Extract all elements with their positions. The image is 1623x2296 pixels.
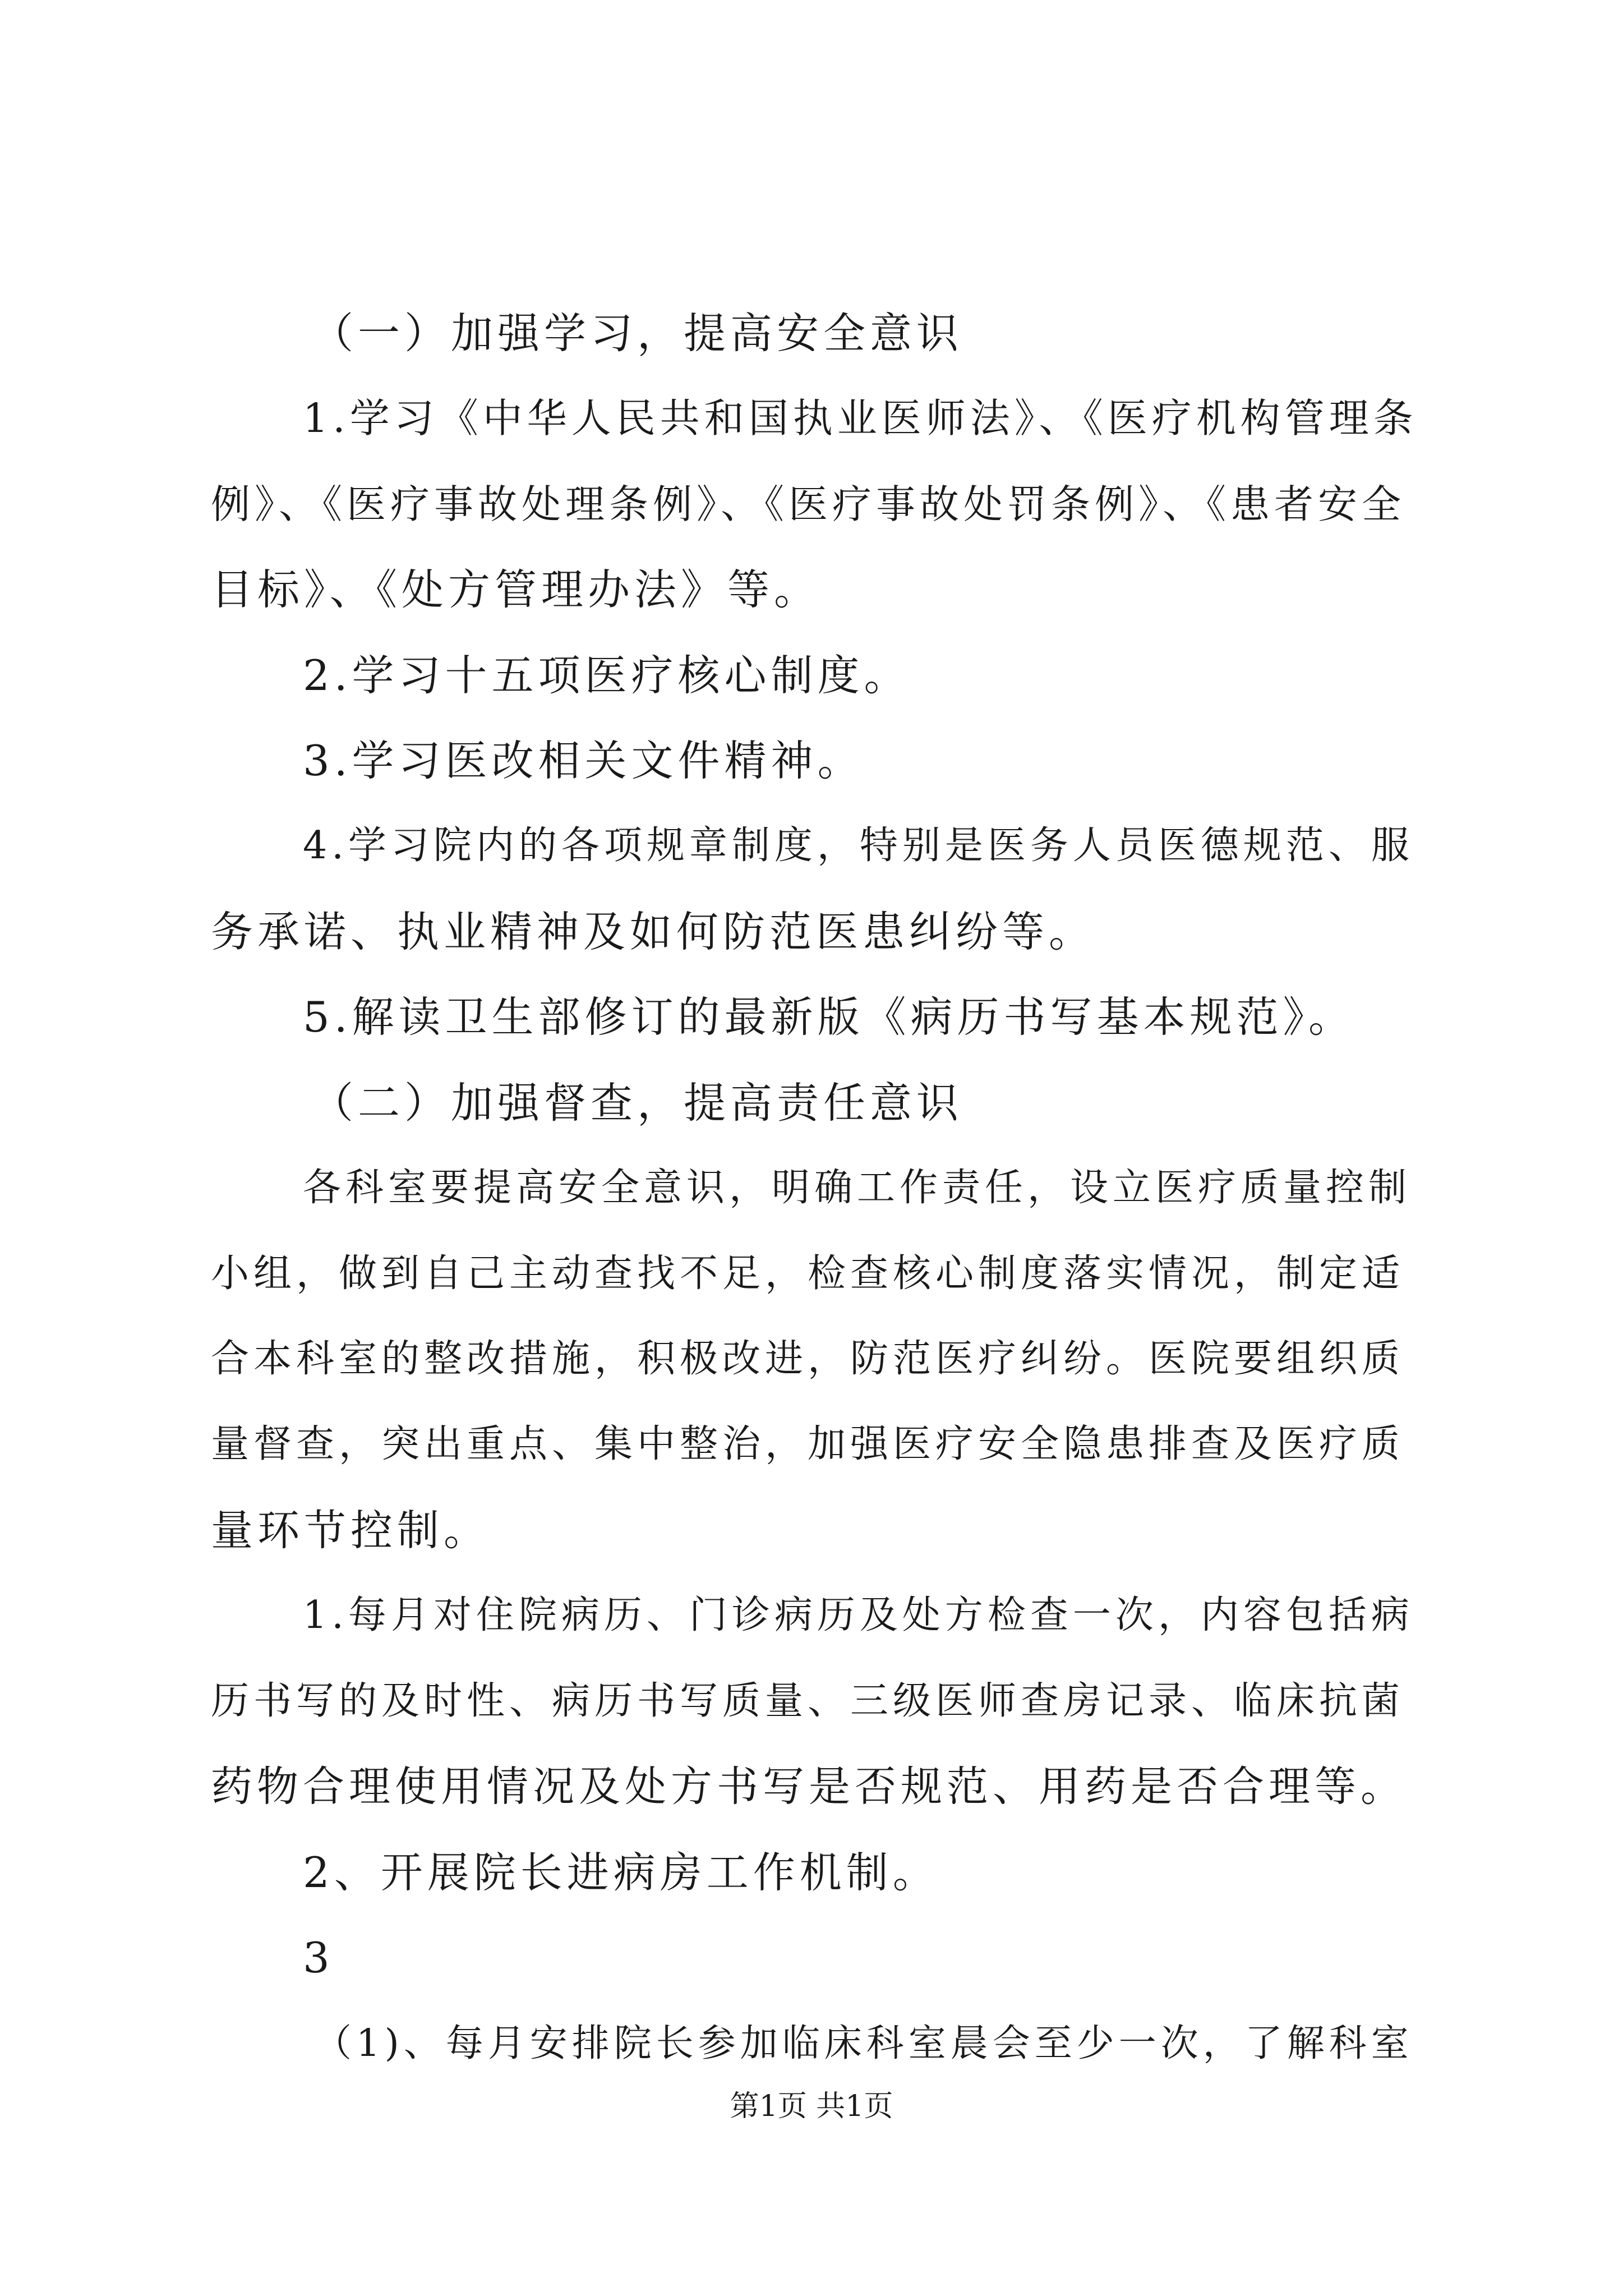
paragraph-line: 量督查，突出重点、集中整治，加强医疗安全隐患排查及医疗质 xyxy=(211,1422,1405,1466)
paragraph-line: 3.学习医改相关文件精神。 xyxy=(303,736,864,785)
section-heading-2: （二）加强督查，提高责任意识 xyxy=(311,1078,963,1128)
paragraph-line: （1)、每月安排院长参加临床科室晨会至少一次，了解科室 xyxy=(314,2021,1413,2065)
paragraph-line: 例》、《医疗事故处理条例》、《医疗事故处罚条例》、《患者安全 xyxy=(211,481,1405,527)
paragraph-line: 2、开展院长进病房工作机制。 xyxy=(303,1848,939,1897)
paragraph-line: 药物合理使用情况及处方书写是否规范、用药是否合理等。 xyxy=(211,1763,1407,1811)
paragraph-line: 量环节控制。 xyxy=(211,1506,491,1555)
paragraph-line: 4.学习院内的各项规章制度，特别是医务人员医德规范、服 xyxy=(303,823,1414,868)
paragraph-line: 小组，做到自己主动查找不足，检查核心制度落实情况，制定适 xyxy=(211,1251,1405,1296)
paragraph-line: 1.学习《中华人民共和国执业医师法》、《医疗机构管理条 xyxy=(303,395,1418,441)
paragraph-line: 目标》、《处方管理办法》等。 xyxy=(211,565,821,614)
paragraph-line: 3 xyxy=(303,1933,334,1982)
page-footer: 第1页 共1页 xyxy=(730,2090,893,2123)
paragraph-line: 合本科室的整改措施，积极改进，防范医疗纠纷。医院要组织质 xyxy=(211,1337,1405,1381)
paragraph-line: 各科室要提高安全意识，明确工作责任，设立医疗质量控制 xyxy=(303,1166,1412,1210)
paragraph-line: 2.学习十五项医疗核心制度。 xyxy=(303,651,911,700)
paragraph-line: 历书写的及时性、病历书写质量、三级医师查房记录、临床抗菌 xyxy=(211,1679,1405,1723)
paragraph-line: 5.解读卫生部修订的最新版《病历书写基本规范》。 xyxy=(303,992,1355,1042)
section-heading-1: （一）加强学习，提高安全意识 xyxy=(311,309,963,358)
paragraph-line: 1.每月对住院病历、门诊病历及处方检查一次，内容包括病 xyxy=(303,1593,1414,1637)
paragraph-line: 务承诺、执业精神及如何防范医患纠纷等。 xyxy=(211,907,1096,956)
